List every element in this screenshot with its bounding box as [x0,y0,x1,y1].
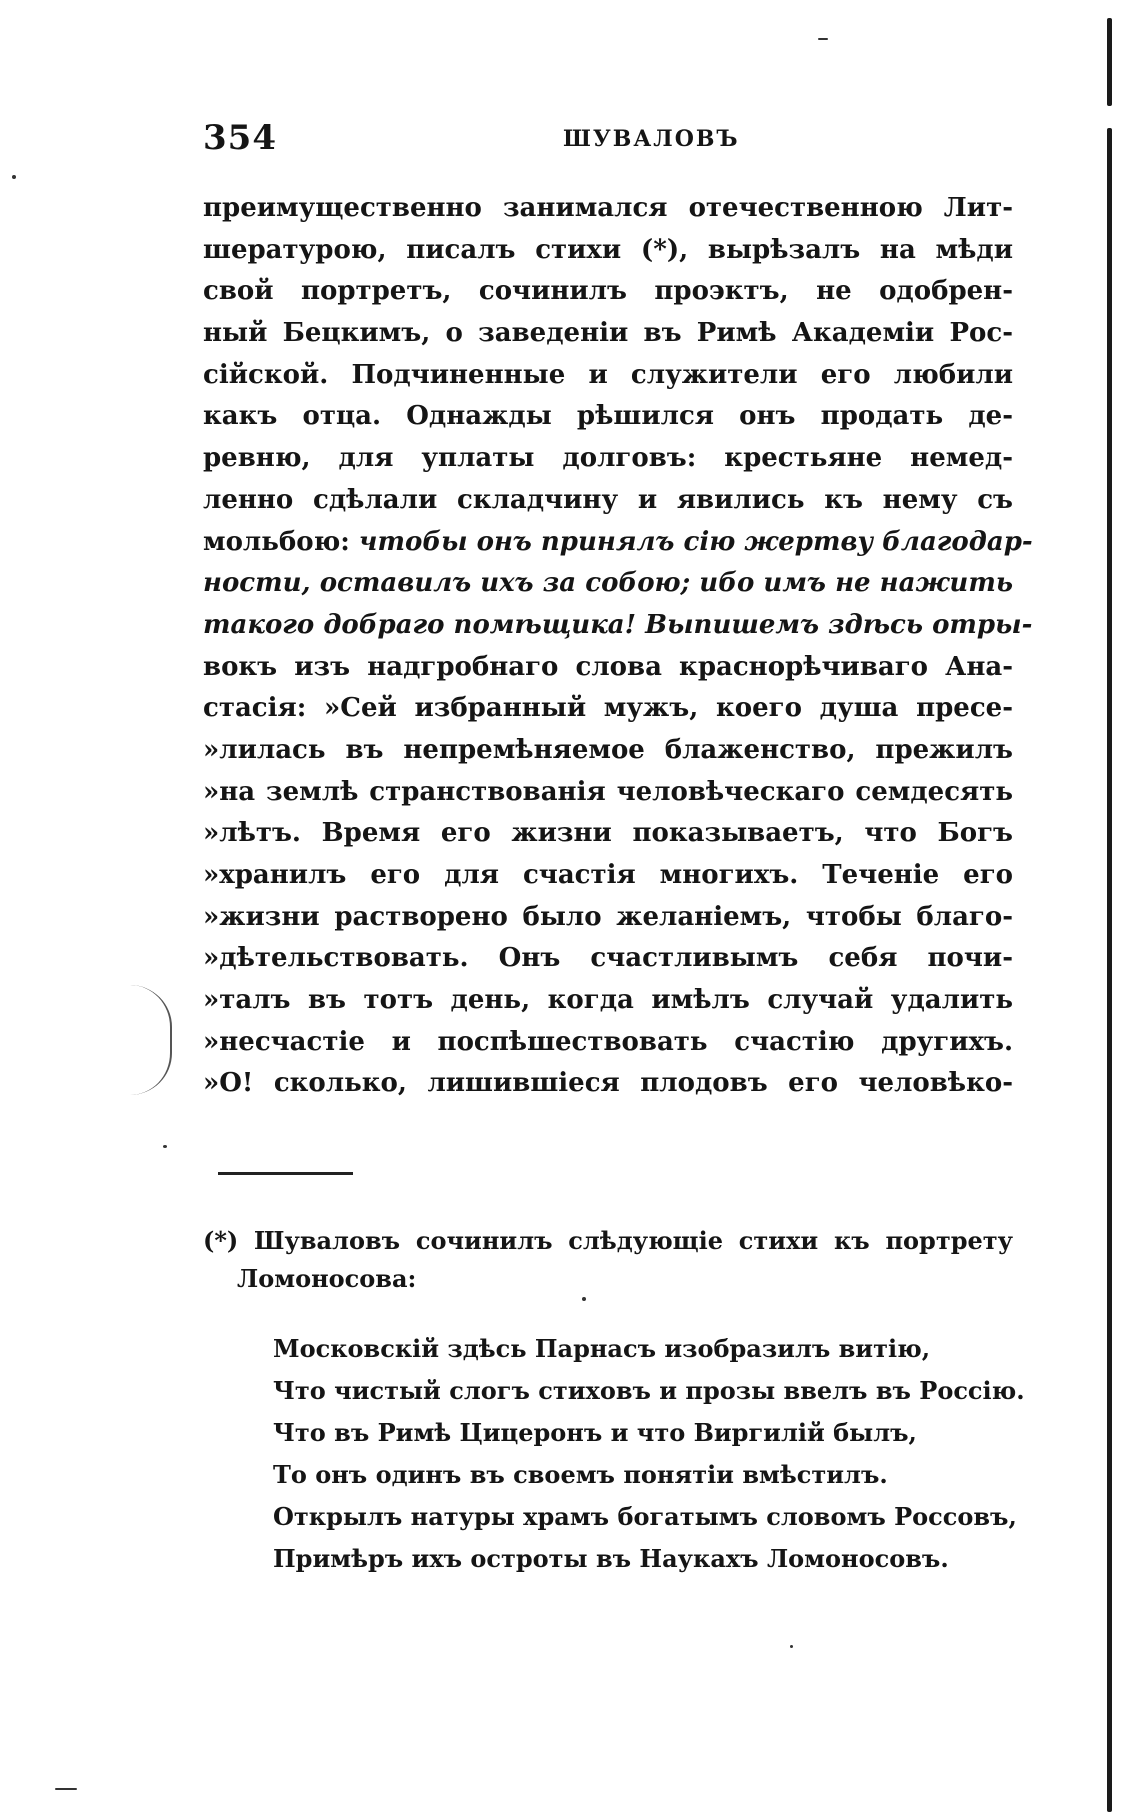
text-line: »дѣтельствовать. Онъ счастливымъ себя почи- [203,943,1013,974]
scan-speck [12,175,16,179]
text-line: »лѣтъ. Время его жизни показываетъ, что Богъ [203,818,1013,849]
italic-quote: ности, оставилъ ихъ за собою; ибо имъ не нажить [203,568,1013,599]
text-line: »О! сколько, лишившіеся плодовъ его человѣко- [203,1068,1013,1099]
text-line: мольбою: чтобы онъ принялъ сію жертву благодар- [203,526,1033,557]
poem-verse: Московскій здѣсь Парнасъ изобразилъ витію, [273,1334,931,1363]
running-title: ШУВАЛОВЪ [563,126,740,152]
scan-edge-mark [1107,128,1112,1812]
main-text [203,188,1033,1105]
text-line [203,605,1033,647]
footnote-divider [218,1172,353,1175]
text-line: »талъ въ тотъ день, когда имѣлъ случай удалить [203,985,1013,1016]
scan-speck [163,1145,167,1148]
text-line: свой портретъ, сочинилъ проэктъ, не одобрен- [203,276,1013,307]
text-line: »несчастіе и поспѣшествовать счастію другихъ. [203,1026,1013,1057]
text-line: сійской. Подчиненные и служители его любили [203,359,1013,390]
text-line: вокъ изъ надгробнаго слова краснорѣчиваго Ана- [203,651,1013,682]
footnote-intro-cont: Ломоносова: [237,1264,417,1293]
scan-edge-mark [1107,18,1112,106]
text-line: стасія: »Сей избранный мужъ, коего душа пресе- [203,693,1013,724]
footnote-intro: (*) Шуваловъ сочинилъ слѣдующіе стихи къ портрету [203,1226,1013,1255]
italic-quote: чтобы онъ принялъ сію жертву благодар- [358,526,1033,557]
text-line: »хранилъ его для счастія многихъ. Теченіе его [203,860,1013,890]
text-line: »лилась въ непремѣняемое блаженство, прежилъ [203,734,1013,765]
poem-verse: Что въ Римѣ Цицеронъ и что Виргилій былъ, [273,1418,917,1447]
scan-speck [818,38,828,40]
poem [203,1328,1025,1580]
text-line: шературою, писалъ стихи (*), вырѣзалъ на мѣди [203,234,1013,265]
page-number: 354 [203,118,277,158]
poem-verse: Примѣръ ихъ остроты въ Наукахъ Ломоносовъ. [273,1544,949,1573]
text-line: »жизни растворено было желаніемъ, чтобы благо- [203,901,1013,932]
text-line: ревню, для уплаты долговъ: крестьяне немед- [203,443,1013,474]
scan-speck [55,1788,77,1790]
poem-verse: Открылъ натуры храмъ богатымъ словомъ Россовъ, [273,1502,1017,1531]
poem-verse: Что чистый слогъ стиховъ и прозы ввелъ въ Россію. [273,1376,1025,1405]
text-line [203,563,1013,605]
poem-verse: То онъ одинъ въ своемъ понятіи вмѣстилъ. [273,1460,888,1489]
text-line: ленно сдѣлали складчину и явились къ нему съ [203,484,1013,515]
footnote [203,1222,1025,1580]
text-line: ный Бецкимъ, о заведеніи въ Римѣ Академіи Рос- [203,318,1013,349]
italic-quote: такого добраго помѣщика! Выпишемъ здѣсь отры- [203,609,1033,640]
text-line: какъ отца. Однажды рѣшился онъ продать де- [203,401,1013,432]
scan-speck [790,1645,793,1648]
text-line: преимущественно занимался отечественною Лит- [203,193,1013,223]
page-header [203,118,1013,168]
text-line: »на землѣ странствованія человѣческаго семдесять [203,776,1013,807]
margin-mark [130,985,172,1095]
